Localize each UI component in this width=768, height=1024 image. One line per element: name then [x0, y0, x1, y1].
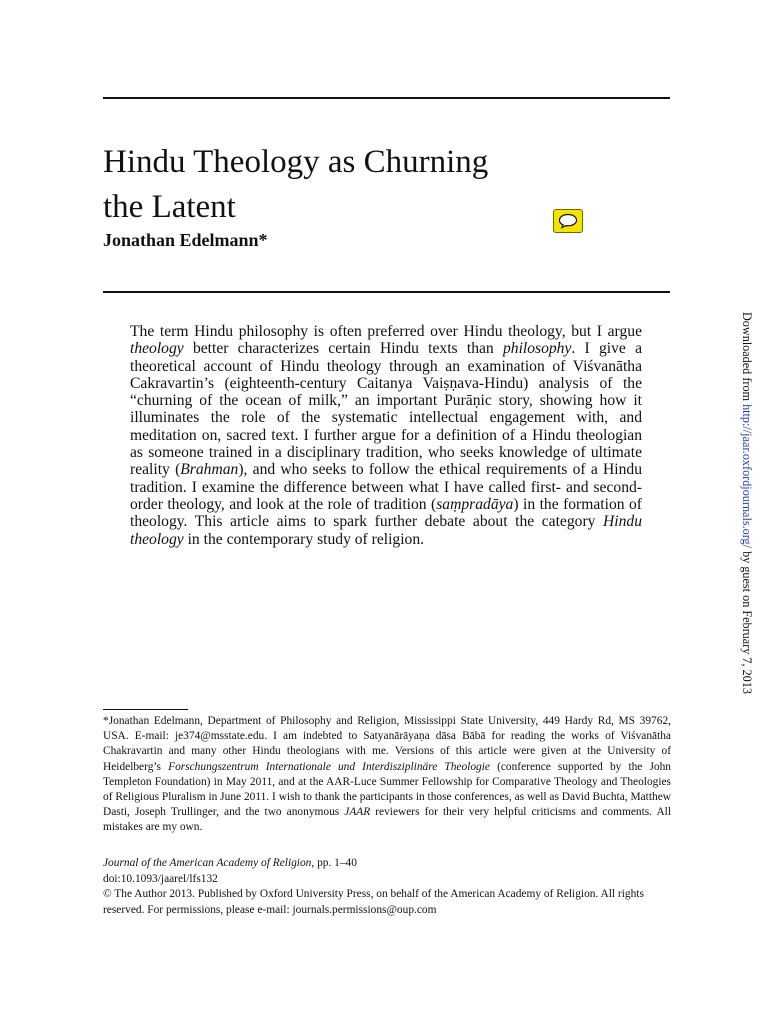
title-line-2: the Latent — [103, 189, 236, 225]
abstract-text: . I give a theoretical account of Hindu theology through an examination of Viśvanātha Cakravartin’s (eighteenth-century Caitanya Vaiṣṇava-Hindu) analysis of the “churning of the ocean of milk,” an important Purāṇic story, showing how it illuminates the role of the systematic intellectual engagement with, and meditation on, sacred text. I further argue for a definition of a Hindu theologian as someone trained in a disciplinary tradition, who seeks knowledge of ultimate reality ( — [130, 340, 642, 479]
abstract-text: The term Hindu philosophy is often preferred over Hindu theology, but I argue — [130, 323, 642, 340]
footnote-text: reviewers for their very helpful criticisms and comments. All mistakes are my own. — [103, 806, 672, 834]
abstract-italic-hindu-theology: Hindu theology — [130, 513, 642, 548]
watermark-suffix: by guest on February 7, 2013 — [740, 548, 754, 694]
footnote-italic-jaar: JAAR — [344, 806, 371, 819]
author-name: Jonathan Edelmann* — [103, 230, 268, 250]
doi: doi:10.1093/jaarel/lfs132 — [103, 872, 218, 885]
watermark-prefix: Downloaded from — [740, 312, 754, 405]
footnote-text: *Jonathan Edelmann, Department of Philosophy and Religion, Mississippi State University, 449 Hardy Rd, MS 39762, USA. E-mail: je374@msstate.edu. I am indebted to Satyanārāyaṇa dāsa Bābā for reading the works of Viśvanātha Chakravartin and many other Hindu theologians with me. Versions of this article were given at the University of Heidelberg’s — [103, 715, 671, 773]
journal-link[interactable]: http://jaar.oxfordjournals.org/ — [740, 404, 754, 549]
comment-note-icon[interactable] — [553, 209, 583, 233]
copyright-notice: © The Author 2013. Published by Oxford University Press, on behalf of the American Academy of Religion. All rights reserved. For permissions, please e-mail: journals.permissions@oup.com — [103, 888, 644, 916]
abstract — [130, 323, 642, 548]
speech-bubble-icon — [558, 213, 578, 229]
header-bottom-rule — [103, 291, 670, 293]
abstract-italic-theology: theology — [130, 340, 184, 358]
top-rule — [103, 97, 670, 99]
abstract-text: better characterizes certain Hindu texts than — [183, 340, 503, 358]
author-footnote — [103, 714, 671, 836]
abstract-italic-philosophy: philosophy — [502, 340, 572, 358]
abstract-text: in the contemporary study of religion. — [183, 530, 425, 548]
footnote-text: (conference supported by the John Templeton Foundation) in May 2011, and at the AAR-Luce Summer Fellowship for Comparative Theology and Theologies of Religious Pluralism in June 2011. I wish to thank the participants in those conferences, as well as David Buchta, Matthew Dasti, Joseph Trullinger, and the two anonymous — [103, 760, 671, 819]
journal-citation — [103, 856, 671, 872]
journal-pages: , pp. 1–40 — [311, 857, 357, 869]
abstract-text: ) in the formation of theology. This article aims to spark further debate about the category — [130, 495, 643, 531]
title-line-1: Hindu Theology as Churning — [103, 144, 489, 180]
download-watermark — [737, 312, 757, 710]
article-title — [103, 140, 623, 230]
journal-name: Journal of the American Academy of Religion — [103, 857, 312, 869]
abstract-text: ), and who seeks to follow the ethical requirements of a Hindu tradition. I examine the difference between what I have called first- and second-order theology, and look at the role of tradition ( — [130, 461, 643, 513]
journal-info — [103, 856, 671, 918]
abstract-italic-brahman: Brahman — [180, 461, 239, 479]
footnote-rule — [103, 709, 188, 710]
footnote-italic-institute: Forschungszentrum Internationale und Interdisziplinäre Theologie — [168, 760, 490, 773]
abstract-italic-sampradaya: saṃpradāya — [436, 495, 514, 513]
